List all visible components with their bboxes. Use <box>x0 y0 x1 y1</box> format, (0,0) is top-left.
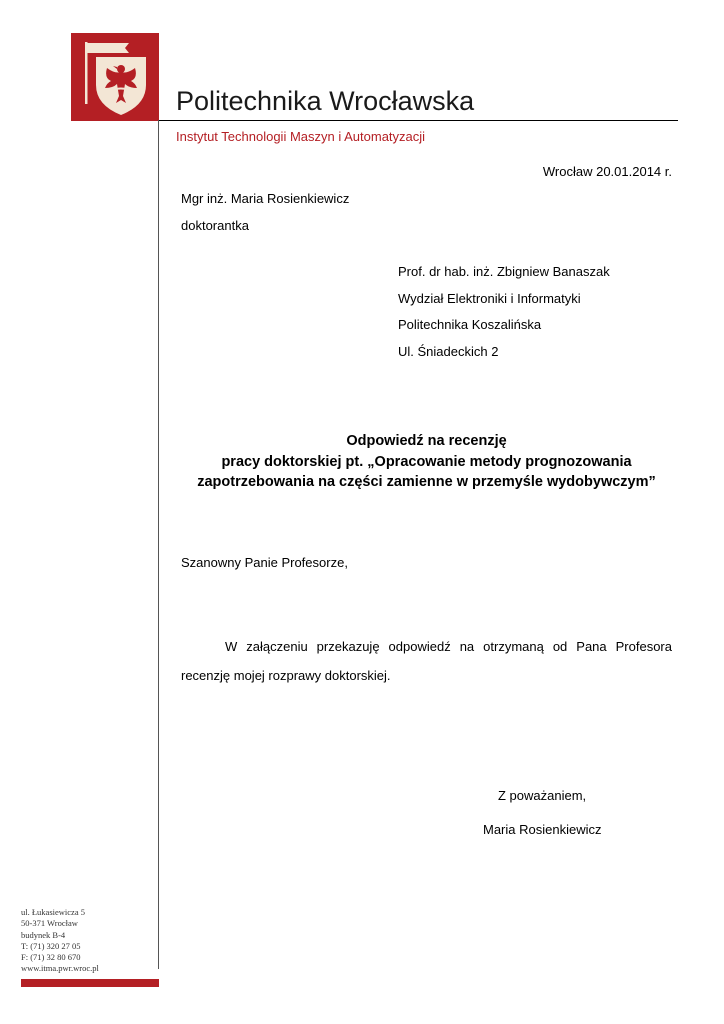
header-divider <box>159 120 678 121</box>
institute-name: Instytut Technologii Maszyn i Automatyzacji <box>176 129 426 144</box>
footer-accent-bar <box>21 979 159 987</box>
salutation: Szanowny Panie Profesorze, <box>181 555 348 570</box>
footer-postal: 50-371 Wrocław <box>21 918 78 929</box>
sender-role: doktorantka <box>181 218 249 233</box>
footer-phone: T: (71) 320 27 05 <box>21 940 81 951</box>
letter-body: W załączeniu przekazuję odpowiedź na otrzymaną od Pana Profesora recenzję mojej rozprawy doktorskiej. <box>181 639 672 683</box>
signature-name: Maria Rosienkiewicz <box>483 822 602 837</box>
recipient-address: Ul. Śniadeckich 2 <box>398 344 499 359</box>
recipient-name: Prof. dr hab. inż. Zbigniew Banaszak <box>398 264 610 279</box>
letter-title-line: zapotrzebowania na części zamienne w przemyśle wydobywczym” <box>197 474 656 490</box>
university-name: Politechnika Wrocławska <box>176 86 475 116</box>
sender-name: Mgr inż. Maria Rosienkiewicz <box>181 191 350 206</box>
footer-website: www.itma.pwr.wroc.pl <box>21 963 99 974</box>
letter-title-line: Odpowiedź na recenzję <box>346 433 507 449</box>
closing: Z poważaniem, <box>498 788 587 803</box>
recipient-university: Politechnika Koszalińska <box>398 317 542 332</box>
footer-street: ul. Łukasiewicza 5 <box>21 907 85 917</box>
margin-divider <box>158 120 159 969</box>
footer-fax: F: (71) 32 80 670 <box>21 952 81 963</box>
footer-address <box>21 907 151 975</box>
recipient-faculty: Wydział Elektroniki i Informatyki <box>398 291 581 306</box>
eagle-crest-icon <box>71 33 159 121</box>
footer-building: budynek B-4 <box>21 929 66 940</box>
letter-title-line: pracy doktorskiej pt. „Opracowanie metody prognozowania <box>221 454 632 470</box>
letter-date: Wrocław 20.01.2014 r. <box>542 164 672 179</box>
